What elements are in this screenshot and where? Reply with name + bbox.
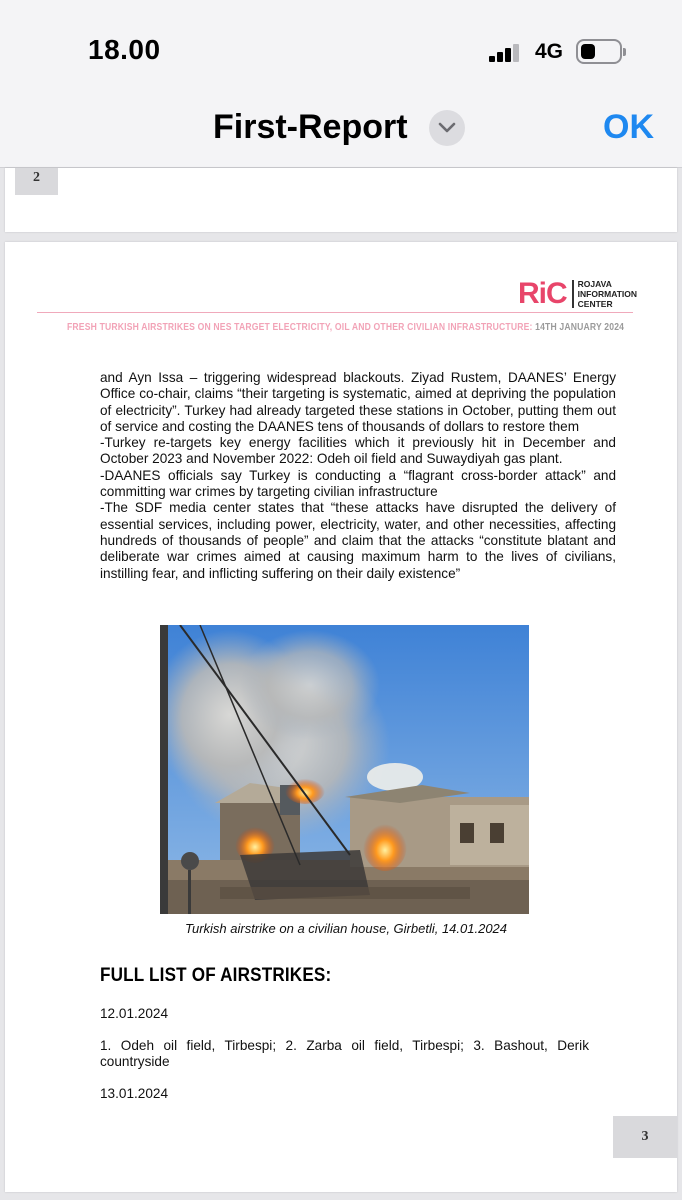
title-menu-button[interactable] [429, 110, 465, 146]
logo-mark: RiC [518, 277, 567, 310]
logo-wordmark [578, 279, 637, 309]
signal-bars-icon [489, 42, 521, 62]
paragraph: -DAANES officials say Turkey is conducting a “flagrant cross-border attack” and committing war crimes by targeting civilian infrastructure [100, 467, 616, 500]
network-type: 4G [535, 40, 564, 63]
photo-caption: Turkish airstrike on a civilian house, Girbetli, 14.01.2024 [184, 921, 508, 936]
logo-line: CENTER [577, 299, 613, 309]
status-bar [0, 0, 682, 90]
paragraph: -The SDF media center states that “these attacks have disrupted the delivery of essential services, including power, electricity, water, and other necessities, affecting hundreds of thousands of people” and claim that the attacks “constitute blatant and deliberate war crimes aimed at causing maximum harm to the lives of civilians, instilling fear, and inflicting suffering on their daily existence” [100, 500, 616, 581]
pdf-page-previous[interactable] [5, 168, 677, 232]
page-number: 3 [613, 1116, 677, 1158]
paragraph: -Turkey re-targets key energy facilities which it previously hit in December and October 2023 and November 2022: Odeh oil field and Suwaydiyah gas plant. [100, 435, 616, 467]
header-title: FRESH TURKISH AIRSTRIKES ON NES TARGET ELECTRICITY, OIL AND OTHER CIVILIAN INFRASTRUCTURE: [67, 322, 533, 333]
status-time: 18.00 [88, 34, 161, 65]
page-number: 2 [15, 168, 58, 195]
ok-button[interactable]: OK [603, 108, 654, 146]
logo-line: INFORMATION [577, 289, 638, 299]
chevron-down-icon [438, 122, 456, 134]
paragraph: and Ayn Issa – triggering widespread blackouts. Ziyad Rustem, DAANES’ Energy Office co-chair, claims “their targeting is systematic, aimed at depriving the population of electricity”. Turkey had already targeted these stations in October, putting them out of service and costing the DAANES tens of thousands of dollars to restore them [100, 370, 616, 434]
airstrike-photo [160, 625, 529, 914]
airstrike-list-text: 1. Odeh oil field, Tirbespi; 2. Zarba oil field, Tirbespi; 3. Bashout, Derik countryside [100, 1038, 589, 1070]
pdf-page-current[interactable] [5, 242, 677, 1192]
body-text [100, 370, 616, 582]
header-divider [37, 312, 633, 313]
document-title[interactable]: First-Report [213, 108, 408, 146]
ric-logo [518, 279, 637, 309]
list-date: 13.01.2024 [100, 1086, 169, 1101]
header-date: 14TH JANUARY 2024 [535, 322, 625, 333]
logo-line: ROJAVA [577, 279, 612, 289]
list-date: 12.01.2024 [100, 1006, 169, 1021]
running-header [67, 322, 625, 333]
battery-icon [576, 39, 622, 64]
section-title: FULL LIST OF AIRSTRIKES: [100, 965, 332, 986]
nav-bar [0, 90, 682, 168]
logo-divider [572, 280, 574, 308]
